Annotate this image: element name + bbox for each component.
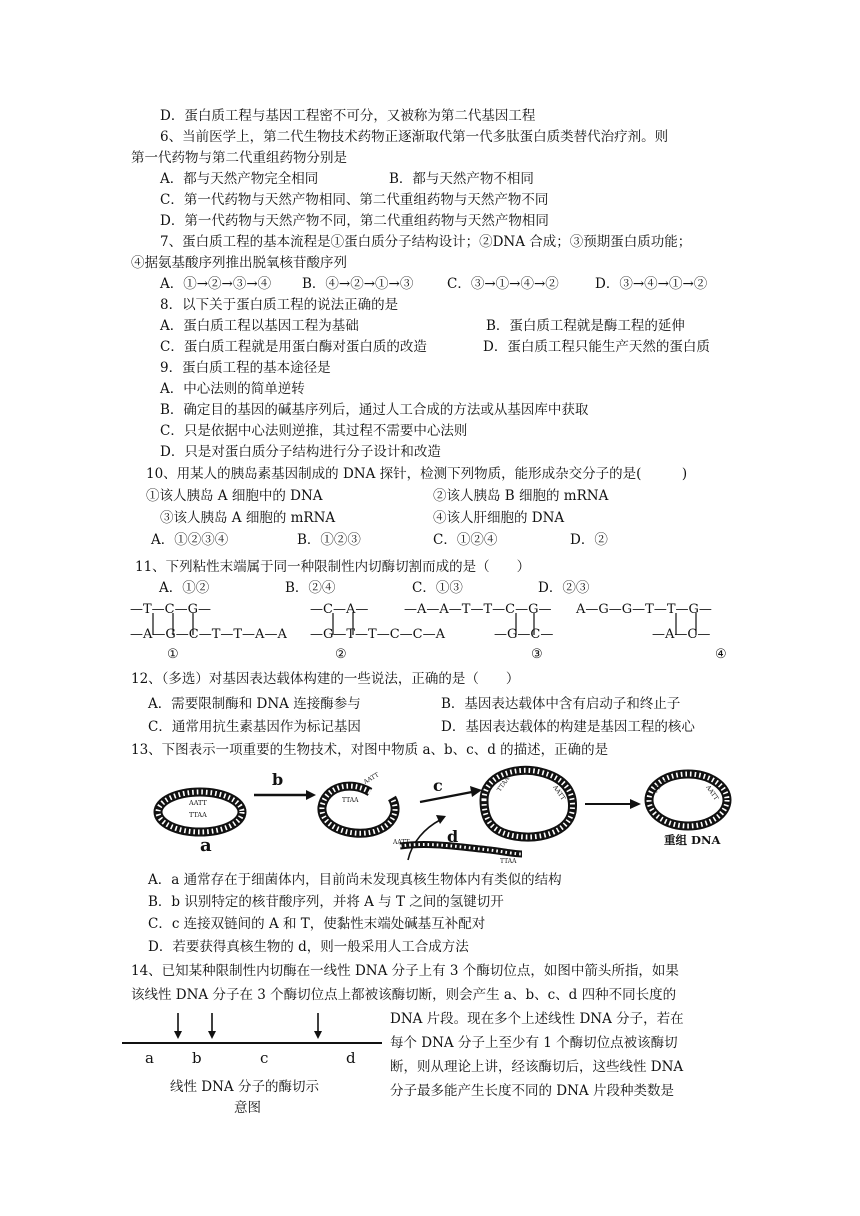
q7-option-a: A．①→②→③→④: [160, 276, 272, 292]
segment-b-label: b: [192, 1049, 202, 1067]
q6-stem-cont: 第一代药物与第二代重组药物分别是: [131, 150, 347, 166]
q10-option-d: D．②: [570, 532, 608, 548]
hydrogen-bond-lines: [0, 609, 860, 649]
label-c: c: [433, 776, 443, 795]
joined-plasmid: [484, 770, 573, 837]
q9-option-a: A．中心法则的简单逆转: [160, 381, 305, 397]
segment-d-label: d: [346, 1049, 356, 1067]
q13-option-d: D．若要获得真核生物的 d，则一般采用人工合成方法: [148, 939, 469, 955]
q6-option-d: D．第一代药物与天然产物不同，第二代重组药物与天然产物相同: [160, 213, 549, 229]
q12-option-c: C．通常用抗生素基因作为标记基因: [148, 719, 361, 735]
q9-option-d: D．只是对蛋白质分子结构进行分子设计和改造: [160, 444, 441, 460]
recombinant-plasmid: [649, 774, 727, 826]
label-a: a: [200, 835, 212, 856]
sticky-end-3-number: ③: [531, 647, 543, 662]
q10-option-b: B．①②③: [297, 532, 361, 548]
q10-item-4: ④该人肝细胞的 DNA: [433, 510, 565, 526]
q14-stem-cont-5: 分子最多能产生长度不同的 DNA 片段种类数是: [390, 1083, 674, 1099]
q14-stem-cont-3: 每个 DNA 分子上至少有 1 个酶切位点被该酶切: [390, 1035, 678, 1051]
q10-option-c: C．①②④: [433, 532, 498, 548]
svg-text:TTAA: TTAA: [495, 775, 512, 794]
q11-stem: 11、下列粘性末端属于同一种限制性内切酶切割而成的是（ ）: [135, 559, 531, 575]
label-d: d: [447, 827, 459, 846]
label-b: b: [272, 770, 284, 789]
q7-option-c: C．③→①→④→②: [447, 276, 559, 292]
sticky-end-4-number: ④: [715, 647, 727, 662]
svg-text:AATT: AATT: [393, 839, 410, 846]
q13-stem: 13、下图表示一项重要的生物技术，对图中物质 a、b、c、d 的描述，正确的是: [131, 742, 609, 758]
q8-option-b: B．蛋白质工程就是酶工程的延伸: [486, 318, 685, 334]
q10-stem: 10、用某人的胰岛素基因制成的 DNA 探针，检测下列物质，能形成杂交分子的是( ): [146, 466, 688, 482]
sticky-end-2-number: ②: [335, 647, 347, 662]
figure-caption-line1: 线性 DNA 分子的酶切示: [170, 1079, 319, 1095]
q10-item-3: ③该人胰岛 A 细胞的 mRNA: [160, 510, 336, 526]
arrow-c: [420, 792, 472, 802]
sticky-end-3-top: —A—A—T—T—C—G—: [404, 602, 552, 617]
sticky-end-2-top: —C—A—: [310, 602, 369, 617]
svg-text:TTAA: TTAA: [500, 858, 517, 865]
sticky-end-2-bottom: —G—T—T—C—C—A: [310, 627, 446, 642]
q9-option-b: B．确定目的基因的碱基序列后，通过人工合成的方法或从基因库中获取: [160, 402, 589, 418]
q12-stem: 12、（多选）对基因表达载体构建的一些说法，正确的是（ ）: [131, 671, 520, 687]
segment-a-label: a: [145, 1049, 154, 1067]
q11-option-d: D．②③: [538, 580, 590, 596]
svg-text:AATT: AATT: [704, 784, 720, 802]
q6-option-b: B．都与天然产物不相同: [389, 171, 534, 187]
q13-option-a: A．a 通常存在于细菌体内，目前尚未发现真核生物体内有类似的结构: [148, 872, 562, 888]
svg-text:TTAA: TTAA: [651, 777, 668, 796]
cut-site-arrows: [178, 1013, 318, 1033]
q7-option-b: B．④→②→①→③: [302, 276, 414, 292]
sticky-end-1-number: ①: [167, 647, 179, 662]
q7-stem-cont: ④据氨基酸序列推出脱氧核苷酸序列: [131, 255, 347, 271]
segment-c-label: c: [260, 1049, 269, 1067]
q8-stem: 8．以下关于蛋白质工程的说法正确的是: [160, 297, 399, 313]
q6-option-a: A．都与天然产物完全相同: [160, 171, 319, 187]
q8-option-d: D．蛋白质工程只能生产天然的蛋白质: [483, 339, 710, 355]
svg-text:TTAA: TTAA: [342, 797, 359, 804]
q12-option-a: A．需要限制酶和 DNA 连接酶参与: [148, 696, 361, 712]
q7-option-d: D．③→④→①→②: [595, 276, 708, 292]
q12-option-d: D．基因表达载体的构建是基因工程的核心: [441, 719, 695, 735]
q9-stem: 9．蛋白质工程的基本途径是: [160, 360, 331, 376]
svg-text:TTAA: TTAA: [189, 811, 207, 819]
sticky-end-1-top: —T—C—G—: [130, 602, 212, 617]
q11-option-a: A．①②: [159, 580, 210, 596]
q14-stem-cont-1: 该线性 DNA 分子在 3 个酶切位点上都被该酶切断，则会产生 a、b、c、d 四种不同长度的: [131, 987, 677, 1003]
q6-option-c: C．第一代药物与天然产物相同、第二代重组药物与天然产物不同: [160, 192, 549, 208]
q14-stem-cont-2: DNA 片段。现在多个上述线性 DNA 分子，若在: [390, 1011, 684, 1027]
q10-option-a: A．①②③④: [151, 532, 229, 548]
sticky-end-3-bottom: —G—C—: [494, 627, 554, 642]
svg-text:AATT: AATT: [189, 799, 207, 807]
svg-text:AATT: AATT: [551, 784, 567, 802]
q13-option-c: C．c 连接双链间的 A 和 T，使黏性末端处碱基互补配对: [148, 916, 486, 932]
svg-text:AATT: AATT: [362, 771, 381, 786]
q8-option-a: A．蛋白质工程以基因工程为基础: [160, 318, 359, 334]
q10-item-2: ②该人胰岛 B 细胞的 mRNA: [433, 488, 609, 504]
q14-stem-cont-4: 断，则从理论上讲，经该酶切后，这些线性 DNA: [390, 1059, 684, 1075]
plasmid-a: [158, 792, 242, 832]
q10-item-1: ①该人胰岛 A 细胞中的 DNA: [146, 488, 323, 504]
linear-dna-cut-figure: [110, 1005, 400, 1085]
figure-caption-line2: 意图: [234, 1100, 261, 1116]
q5-option-d: D．蛋白质工程与基因工程密不可分，又被称为第二代基因工程: [160, 108, 536, 124]
sticky-end-4-bottom: —A—C—: [652, 627, 711, 642]
q12-option-b: B．基因表达载体中含有启动子和终止子: [441, 696, 681, 712]
sticky-end-4-top: A—G—G—T—T—G—: [576, 602, 712, 617]
sticky-end-1-bottom: —A—G—C—T—T—A—A: [130, 627, 287, 642]
q11-option-c: C．①③: [412, 580, 463, 596]
q13-option-b: B．b 识别特定的核苷酸序列，并将 A 与 T 之间的氢键切开: [148, 894, 504, 910]
q7-stem: 7、蛋白质工程的基本流程是①蛋白质分子结构设计；②DNA 合成；③预期蛋白质功能；: [160, 234, 692, 250]
q6-stem: 6、当前医学上，第二代生物技术药物正逐渐取代第一代多肽蛋白质类替代治疗剂。则: [160, 129, 669, 145]
recombinant-dna-figure: [0, 762, 860, 872]
q14-stem: 14、已知某种限制性内切酶在一线性 DNA 分子上有 3 个酶切位点，如图中箭头所指，如果: [131, 963, 679, 979]
q11-option-b: B．②④: [285, 580, 336, 596]
q8-option-c: C．蛋白质工程就是用蛋白酶对蛋白质的改造: [160, 339, 427, 355]
recombinant-dna-label: 重组 DNA: [664, 833, 721, 847]
opened-plasmid: [322, 771, 395, 833]
q9-option-c: C．只是依据中心法则逆推，其过程不需要中心法则: [160, 423, 468, 439]
